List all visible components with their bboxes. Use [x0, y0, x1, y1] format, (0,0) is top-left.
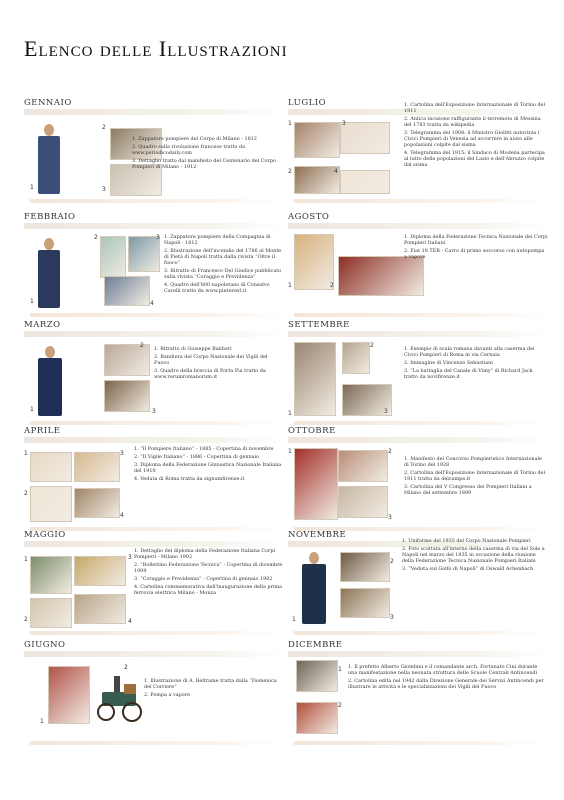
month-header-bar — [24, 651, 286, 657]
figure-body-shape — [38, 136, 60, 194]
illustration-number: 4 — [120, 512, 124, 519]
illustration-number: 4 — [334, 168, 338, 175]
illustration-thumbnail — [30, 486, 72, 522]
month-section-dicembre — [288, 640, 552, 748]
illustration-number: 1 — [288, 410, 292, 417]
caption-item: 1. Diploma della Federazione Tecnica Nazionale dei Corpi Pompieri Italiani — [404, 234, 548, 247]
illustration-number: 3 — [102, 186, 106, 193]
illustration-thumbnail — [74, 556, 126, 586]
figure-head-shape — [45, 346, 55, 358]
illustration-thumbnail — [340, 552, 390, 582]
illustration-thumbnail — [294, 122, 340, 158]
caption-item: 1. Dettaglio del diploma della Federazione Italiana Corpi Pompieri - Milano 1902 — [134, 548, 276, 561]
caption-item: 2. Quadro sulla rivoluzione francese tratto da www.periodicodaily.com — [132, 143, 246, 156]
caption-item: 1. Esempio di scala romana davanti alla caserma dei Civici Pompieri di Roma in via Cernaia — [404, 346, 535, 359]
month-footer-bar — [30, 741, 286, 745]
caption-list — [132, 136, 284, 172]
month-name: DICEMBRE — [288, 640, 343, 650]
illustration-figure — [302, 550, 326, 624]
caption-list — [144, 678, 284, 700]
month-section-agosto — [288, 212, 552, 320]
illustration-thumbnail — [294, 342, 336, 416]
illustration-thumbnail — [128, 236, 160, 272]
month-header-bar — [288, 437, 550, 443]
month-section-febbraio — [24, 212, 288, 320]
illustration-number: 3 — [388, 514, 392, 521]
month-footer-bar — [30, 313, 286, 317]
month-footer-bar — [294, 313, 550, 317]
caption-item: 2. “Il Vigile Italiano” - 1886 - Copertina di gennaio — [134, 453, 260, 460]
month-name: SETTEMBRE — [288, 320, 350, 330]
illustration-thumbnail — [104, 276, 150, 306]
illustration-thumbnail — [30, 598, 72, 628]
caption-list — [134, 446, 284, 484]
month-section-settembre — [288, 320, 552, 428]
month-footer-bar — [294, 741, 550, 745]
illustration-number: 1 — [24, 450, 28, 457]
month-name: MAGGIO — [24, 530, 66, 540]
illustration-number: 1 — [24, 556, 28, 563]
illustration-thumbnail — [296, 702, 338, 734]
figure-body-shape — [302, 564, 326, 624]
month-footer-bar — [294, 421, 550, 425]
illustration-thumbnail — [338, 486, 388, 518]
caption-item: 3. “La battaglia del Canale di Vimy” di Richard Jack tratto da novifirenze.it — [404, 367, 533, 380]
illustration-number: 1 — [288, 120, 292, 127]
month-name: APRILE — [24, 426, 61, 436]
illustration-thumbnail — [100, 236, 126, 278]
figure-head-shape — [44, 124, 54, 136]
month-footer-bar — [30, 421, 286, 425]
illustration-thumbnail — [30, 556, 72, 594]
caption-item: 3. “Coraggio e Previdenza” - Copertina di gennaio 1902 — [134, 575, 273, 582]
caption-item: 4. Telegramma del 1915: il Sindaco di Modena partecipa al lutto delle popolazioni del Lazio e dell'Abruzzo colpite dal sisma — [404, 150, 545, 169]
month-header-bar — [24, 541, 286, 547]
caption-item: 4. Cartolina commemorativa dell'inaugurazione della prima ferrovia elettrica Milano - Monza — [134, 583, 283, 596]
illustration-number: 2 — [338, 702, 342, 709]
figure-body-shape — [38, 250, 60, 308]
illustration-number: 3 — [384, 408, 388, 415]
illustration-thumbnail — [296, 660, 338, 692]
illustration-number: 2 — [94, 234, 98, 241]
illustration-number: 3 — [152, 408, 156, 415]
month-footer-bar — [294, 631, 550, 635]
caption-item: 1. Illustrazione di A. Beltrame tratta dalla “Domenica del Corriere” — [144, 678, 277, 691]
caption-item: 3. Cartolina del V Congresso dei Pompieri Italiani a Milano del settembre 1899 — [404, 483, 532, 497]
month-name: NOVEMBRE — [288, 530, 347, 540]
caption-item: 1. Cartolina dell'Esposizione Internazionale di Torino del 1911 — [404, 102, 546, 115]
caption-item: 2. “Bollettino Federazione Tecnica” - Copertina di dicembre 1909 — [134, 561, 283, 575]
month-footer-bar — [294, 199, 550, 203]
illustration-number: 3 — [342, 120, 346, 127]
illustration-number: 2 — [288, 168, 292, 175]
caption-list — [404, 102, 548, 170]
caption-item: 3. Ritratto di Francesco Del Giudice pubblicato sulla rivista “Coraggio e Previdenza” — [164, 268, 282, 281]
month-header-bar — [288, 651, 550, 657]
caption-list — [404, 346, 548, 382]
illustration-thumbnail — [74, 452, 120, 482]
caption-item: 1. Zappatore pompiere della Compagnia di Napoli - 1812 — [164, 234, 271, 247]
caption-item: 2. Foto scattata all'interno della caserma di via del Sole a Napoli nel marzo del 1935 in occasione della riunione della Federazione Tecnica Nazionale Pompieri Italiani — [402, 545, 545, 565]
illustration-thumbnail — [340, 122, 390, 154]
illustration-thumbnail — [338, 450, 388, 482]
steam-pump-icon — [94, 674, 144, 722]
caption-item: 2. Fiat 18 TER - Carro di primo soccorso con autopompa a vapore — [404, 247, 545, 261]
caption-list — [134, 548, 284, 598]
caption-item: 2. Illustrazione dell'incendio del 1786 al Monte di Pietà di Napoli tratta dalla rivista “Oltre il fuoco” — [164, 247, 282, 267]
illustration-number: 1 — [288, 448, 292, 455]
month-name: OTTOBRE — [288, 426, 336, 436]
illustration-number: 2 — [124, 664, 128, 671]
caption-item: 3. Diploma della Federazione Ginnastica Nazionale Italiana del 1910 — [134, 461, 282, 474]
caption-item: 1. Manifesto del Concorso Pompieristico Internazionale di Torino del 1928 — [404, 456, 542, 469]
month-section-gennaio — [24, 98, 288, 206]
illustration-number: 1 — [30, 298, 34, 305]
illustration-thumbnail — [338, 256, 424, 296]
month-header-bar — [24, 331, 286, 337]
illustration-thumbnail — [74, 488, 120, 518]
month-section-giugno — [24, 640, 288, 748]
illustration-thumbnail — [294, 448, 338, 520]
illustration-figure — [38, 122, 60, 194]
figure-head-shape — [309, 552, 319, 564]
caption-item: 2. Pompa a vapore — [144, 691, 190, 698]
page-title: Elenco delle Illustrazioni — [24, 36, 288, 61]
caption-item: 2. Antica incisione raffigurante il terremoto di Messina del 1783 tratta da wikipedia — [404, 115, 541, 129]
caption-list — [154, 346, 284, 382]
illustration-number: 3 — [120, 450, 124, 457]
illustration-thumbnail — [48, 666, 90, 724]
illustration-figure — [38, 344, 62, 416]
month-section-ottobre — [288, 426, 552, 534]
month-name: FEBBRAIO — [24, 212, 76, 222]
month-section-maggio — [24, 530, 288, 638]
caption-item: 1. Ritratto di Giuseppe Baldieri — [154, 346, 232, 352]
illustration-number: 2 — [140, 342, 144, 349]
month-name: MARZO — [24, 320, 61, 330]
month-header-bar — [24, 223, 286, 229]
caption-item: 3. Quadro della breccia di Porta Pia tratto da www.rerumromanorum.it — [154, 367, 266, 380]
month-footer-bar — [30, 631, 286, 635]
illustration-thumbnail — [340, 588, 390, 618]
month-header-bar — [288, 223, 550, 229]
illustration-number: 2 — [330, 282, 334, 289]
illustration-number: 1 — [40, 718, 44, 725]
illustration-number: 1 — [338, 666, 342, 673]
illustration-number: 3 — [156, 234, 160, 241]
caption-item: 2. Immagine di Vincenzo Sebastiani — [404, 359, 493, 366]
caption-item: 4. Quadro dell'800 napoletano di Consalvo Carelli tratto da www.pinterest.it — [164, 282, 270, 295]
month-header-bar — [24, 437, 286, 443]
month-header-bar — [288, 331, 550, 337]
illustration-number: 1 — [30, 406, 34, 413]
month-name: GENNAIO — [24, 98, 72, 108]
illustration-thumbnail — [294, 234, 334, 290]
month-name: LUGLIO — [288, 98, 327, 108]
illustration-number: 1 — [30, 184, 34, 191]
caption-item: 2. Cartolina edita nel 1942 dalla Direzione Generale dei Servizi Antincendi per illustrare le attività e le specializzazioni dei Vigili del Fuoco — [348, 677, 544, 691]
illustration-thumbnail — [340, 170, 390, 194]
caption-item: 1. Zappatore pompiere del Corpo di Milano - 1812 — [132, 136, 257, 142]
illustration-thumbnail — [342, 342, 370, 374]
illustration-number: 3 — [390, 614, 394, 621]
illustration-figure — [38, 236, 60, 308]
caption-item: 3. Dettaglio tratto dal manifesto del Centenario del Corpo Pompieri di Milano - 1912 — [132, 157, 276, 170]
month-name: GIUGNO — [24, 640, 66, 650]
illustration-number: 3 — [128, 554, 132, 561]
month-name: AGOSTO — [288, 212, 330, 222]
illustration-number: 2 — [24, 616, 28, 623]
illustration-number: 2 — [390, 558, 394, 565]
caption-item: 3. Telegramma del 1908: il Ministro Giolitti autorizza i Civici Pompieri di Venezia ad accorrere in aiuto alle popolazioni colpite dal sisma — [404, 129, 540, 149]
illustration-thumbnail — [74, 594, 126, 624]
caption-list — [404, 456, 548, 498]
illustration-number: 2 — [388, 448, 392, 455]
illustration-number: 4 — [150, 300, 154, 307]
month-footer-bar — [30, 199, 286, 203]
month-section-luglio — [288, 98, 552, 206]
caption-item: 1. Uniforme del 1935 del Corpo Nazionale Pompieri — [402, 538, 531, 544]
caption-item: 4. Veduta di Roma tratta da signumfirenze.it — [134, 475, 245, 482]
caption-item: 2. Bandiera del Corpo Nazionale dei Vigili del Fuoco — [154, 353, 268, 366]
month-header-bar — [24, 109, 286, 115]
month-section-novembre — [288, 530, 552, 638]
caption-list — [404, 234, 548, 262]
caption-item: 1. Il prefetto Alberto Giombini e il comandante arch. Fortunato Cini durante una manifestazione nella neonata struttura delle Scuole Centrali Antincendi — [348, 664, 538, 677]
figure-body-shape — [38, 358, 62, 416]
caption-list — [164, 234, 284, 296]
illustration-number: 2 — [370, 342, 374, 349]
month-section-marzo — [24, 320, 288, 428]
illustration-thumbnail — [104, 380, 150, 412]
caption-item: 3. “Veduta sul Golfo di Napoli” di Oswald Achenbach — [402, 565, 534, 572]
illustration-number: 2 — [102, 124, 106, 131]
figure-head-shape — [44, 238, 54, 250]
caption-item: 1. “Il Pompiere Italiano” - 1885 - Copertina di novembre — [134, 446, 274, 452]
illustration-thumbnail — [30, 452, 72, 482]
illustration-number: 1 — [292, 616, 296, 623]
illustration-number: 1 — [288, 282, 292, 289]
caption-list — [402, 538, 548, 574]
illustration-number: 2 — [24, 490, 28, 497]
caption-list — [348, 664, 548, 692]
month-section-aprile — [24, 426, 288, 534]
illustration-number: 4 — [128, 618, 132, 625]
illustration-steam-pump — [94, 674, 144, 722]
caption-item: 2. Cartolina dell'Esposizione Internazionale di Torino del 1911 tratta da delcampe.it — [404, 469, 546, 483]
